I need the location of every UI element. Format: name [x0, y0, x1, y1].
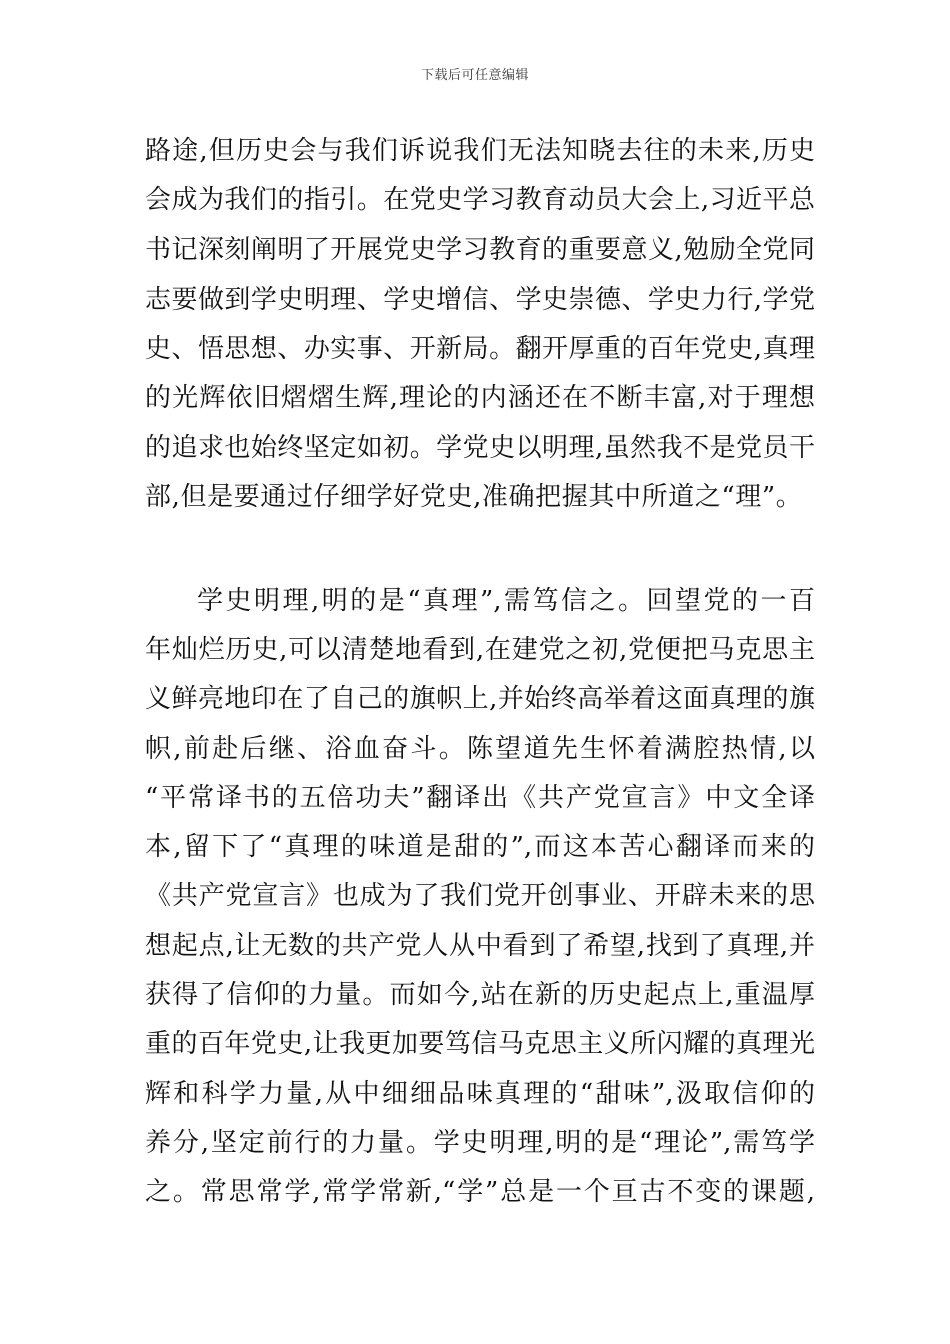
paragraph-2-line-8: 想起点,让无数的共产党人从中看到了希望,找到了真理,并 [145, 931, 815, 961]
paragraph-2-line-2: 年灿烂历史,可以清楚地看到,在建党之初,党便把马克思主 [145, 635, 815, 665]
paragraph-2-line-12: 养分,坚定前行的力量。学史明理,明的是“理论”,需笃学 [145, 1128, 815, 1158]
paragraph-2-line-9: 获得了信仰的力量。而如今,站在新的历史起点上,重温厚 [145, 980, 815, 1010]
paragraph-1-line-6: 的光辉依旧熠熠生辉,理论的内涵还在不断丰富,对于理想 [145, 383, 815, 413]
paragraph-1-line-3: 书记深刻阐明了开展党史学习教育的重要意义,勉励全党同 [145, 235, 815, 265]
paragraph-2-line-4: 帜,前赴后继、浴血奋斗。陈望道先生怀着满腔热情,以 [145, 734, 815, 764]
paragraph-1-line-4: 志要做到学史明理、学史增信、学史崇德、学史力行,学党 [145, 285, 815, 315]
paragraph-2-line-10: 重的百年党史,让我更加要笃信马克思主义所闪耀的真理光 [145, 1029, 815, 1059]
paragraph-1-line-8: 部,但是要通过仔细学好党史,准确把握其中所道之“理”。 [145, 482, 803, 512]
paragraph-1-line-7: 的追求也始终坚定如初。学党史以明理,虽然我不是党员干 [145, 433, 815, 463]
paragraph-2-line-13: 之。常思常学,常学常新,“学”总是一个亘古不变的课题, [145, 1177, 815, 1207]
paragraph-2-line-1: 学史明理,明的是“真理”,需笃信之。回望党的一百 [197, 586, 815, 616]
paragraph-1-line-2: 会成为我们的指引。在党史学习教育动员大会上,习近平总 [145, 185, 815, 215]
paragraph-2-line-3: 义鲜亮地印在了自己的旗帜上,并始终高举着这面真理的旗 [145, 684, 815, 714]
paragraph-1-line-5: 史、悟思想、办实事、开新局。翻开厚重的百年党史,真理 [145, 334, 815, 364]
paragraph-2-line-11: 辉和科学力量,从中细细品味真理的“甜味”,汲取信仰的 [145, 1079, 815, 1109]
paragraph-2-line-7: 《共产党宣言》也成为了我们党开创事业、开辟未来的思 [145, 881, 815, 911]
paragraph-1-line-1: 路途,但历史会与我们诉说我们无法知晓去往的未来,历史 [145, 136, 815, 166]
page-header: 下载后可任意编辑 [420, 68, 529, 83]
paragraph-2-line-6: 本,留下了“真理的味道是甜的”,而这本苦心翻译而来的 [145, 832, 815, 862]
paragraph-2-line-5: “平常译书的五倍功夫”翻译出《共产党宣言》中文全译 [145, 783, 815, 813]
